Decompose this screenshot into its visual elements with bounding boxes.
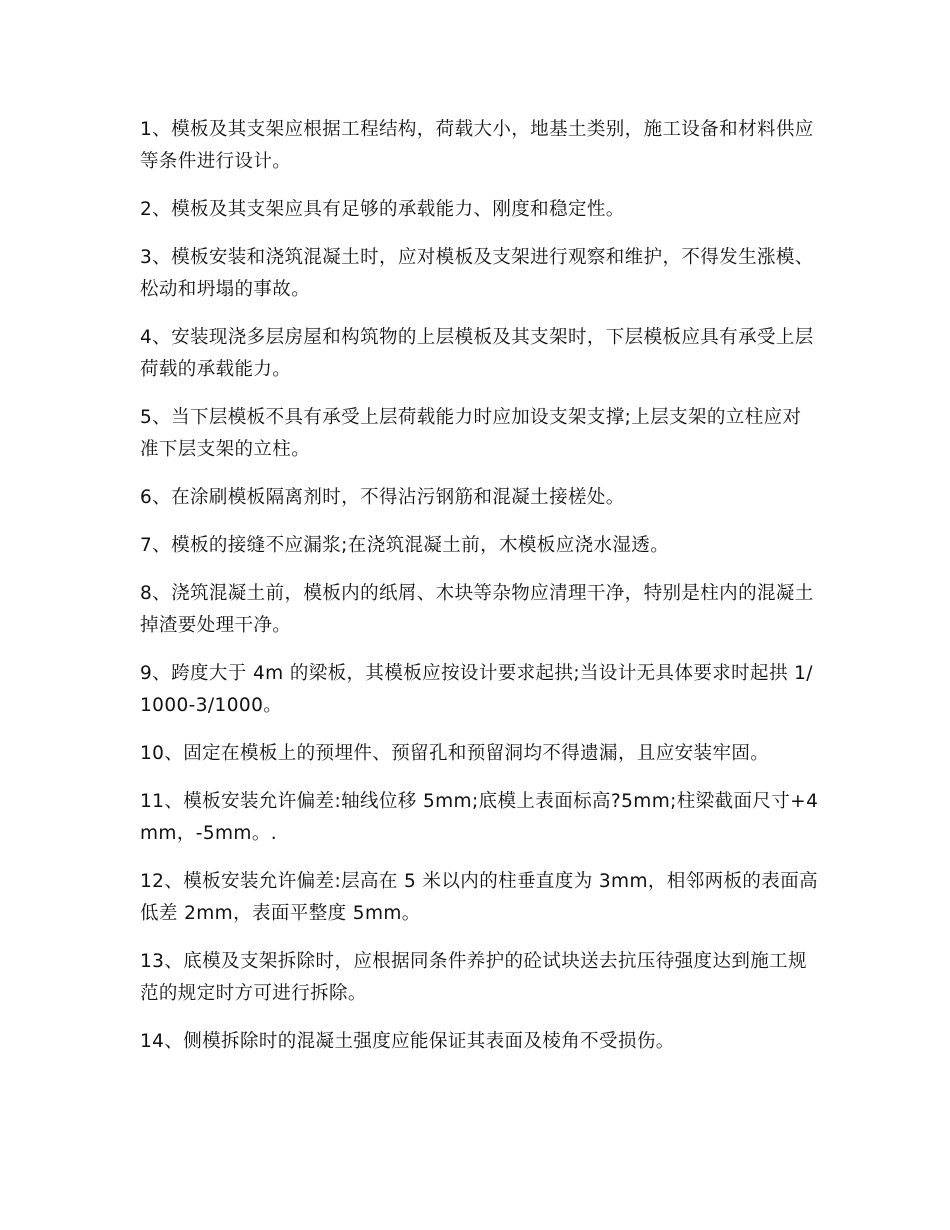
paragraph-10: 10、固定在模板上的预埋件、预留孔和预留洞均不得遗漏，且应安装牢固。 — [140, 743, 770, 764]
paragraph-9: 9、跨度大于 4m 的梁板，其模板应按设计要求起拱;当设计无具体要求时起拱 1/1000-3/1000。 — [140, 663, 813, 716]
paragraph-3: 3、模板安装和浇筑混凝土时，应对模板及支架进行观察和维护，不得发生涨模、松动和坍塌的事故。 — [140, 247, 814, 300]
document-body — [140, 114, 820, 1074]
paragraph-14: 14、侧模拆除时的混凝土强度应能保证其表面及棱角不受损伤。 — [140, 1031, 675, 1052]
paragraph-4: 4、安装现浇多层房屋和构筑物的上层模板及其支架时，下层模板应具有承受上层荷载的承载能力。 — [140, 327, 814, 380]
paragraph-13: 13、底模及支架拆除时，应根据同条件养护的砼试块送去抗压待强度达到施工规范的规定时方可进行拆除。 — [140, 951, 807, 1004]
paragraph-2: 2、模板及其支架应具有足够的承载能力、刚度和稳定性。 — [140, 199, 625, 220]
paragraph-8: 8、浇筑混凝土前，模板内的纸屑、木块等杂物应清理干净，特别是柱内的混凝土掉渣要处理干净。 — [140, 583, 814, 636]
paragraph-6: 6、在涂刷模板隔离剂时，不得沾污钢筋和混凝土接槎处。 — [140, 487, 625, 508]
paragraph-11: 11、模板安装允许偏差:轴线位移 5mm;底模上表面标高?5mm;柱梁截面尺寸+4mm，-5mm。. — [140, 791, 819, 844]
paragraph-5: 5、当下层模板不具有承受上层荷载能力时应加设支架支撑;上层支架的立柱应对准下层支架的立柱。 — [140, 407, 802, 460]
paragraph-1: 1、模板及其支架应根据工程结构，荷载大小，地基土类别，施工设备和材料供应等条件进行设计。 — [140, 119, 814, 172]
paragraph-12: 12、模板安装允许偏差:层高在 5 米以内的柱垂直度为 3mm，相邻两板的表面高低差 2mm，表面平整度 5mm。 — [140, 871, 819, 924]
paragraph-7: 7、模板的接缝不应漏浆;在浇筑混凝土前，木模板应浇水湿透。 — [140, 535, 670, 556]
